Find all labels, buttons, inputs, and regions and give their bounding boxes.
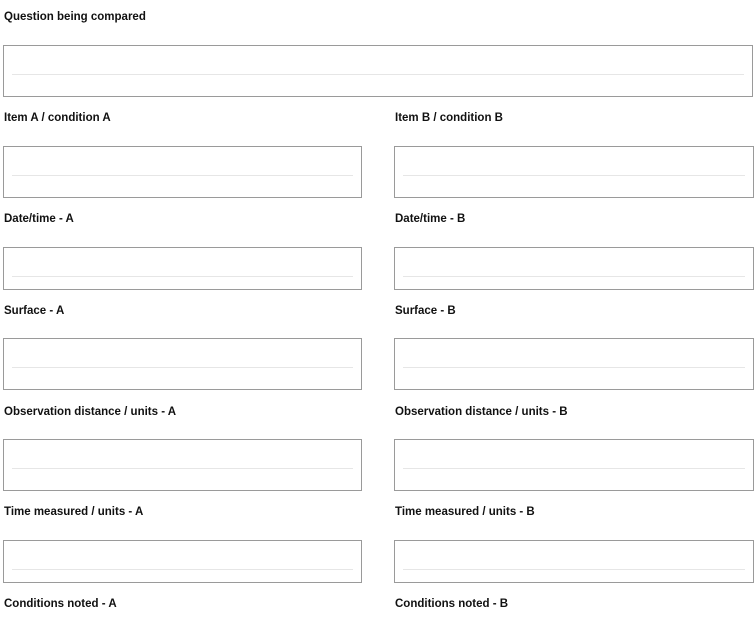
surface-b-label: Surface - B — [395, 305, 456, 317]
field-guide-line — [12, 175, 353, 176]
surface-a-field[interactable] — [3, 338, 362, 390]
item-b-label: Item B / condition B — [395, 112, 503, 124]
field-guide-line — [12, 569, 353, 570]
time-measured-b-field[interactable] — [394, 540, 754, 583]
item-b-field[interactable] — [394, 146, 754, 198]
time-measured-a-field[interactable] — [3, 540, 362, 583]
field-guide-line — [403, 276, 745, 277]
item-a-label: Item A / condition A — [4, 112, 111, 124]
date-time-a-field[interactable] — [3, 247, 362, 290]
field-guide-line — [12, 74, 744, 75]
field-guide-line — [12, 468, 353, 469]
field-guide-line — [403, 569, 745, 570]
observation-distance-b-field[interactable] — [394, 439, 754, 491]
time-measured-a-label: Time measured / units - A — [4, 506, 144, 518]
observation-distance-a-label: Observation distance / units - A — [4, 406, 177, 418]
item-a-field[interactable] — [3, 146, 362, 198]
date-time-b-field[interactable] — [394, 247, 754, 290]
surface-b-field[interactable] — [394, 338, 754, 390]
observation-distance-a-field[interactable] — [3, 439, 362, 491]
surface-a-label: Surface - A — [4, 305, 65, 317]
date-time-b-label: Date/time - B — [395, 213, 466, 225]
field-guide-line — [403, 175, 745, 176]
question-field[interactable] — [3, 45, 753, 97]
time-measured-b-label: Time measured / units - B — [395, 506, 535, 518]
conditions-noted-b-label: Conditions noted - B — [395, 598, 509, 610]
field-guide-line — [12, 367, 353, 368]
field-guide-line — [403, 468, 745, 469]
observation-distance-b-label: Observation distance / units - B — [395, 406, 568, 418]
question-label: Question being compared — [4, 11, 146, 23]
date-time-a-label: Date/time - A — [4, 213, 74, 225]
conditions-noted-a-label: Conditions noted - A — [4, 598, 117, 610]
field-guide-line — [12, 276, 353, 277]
field-guide-line — [403, 367, 745, 368]
